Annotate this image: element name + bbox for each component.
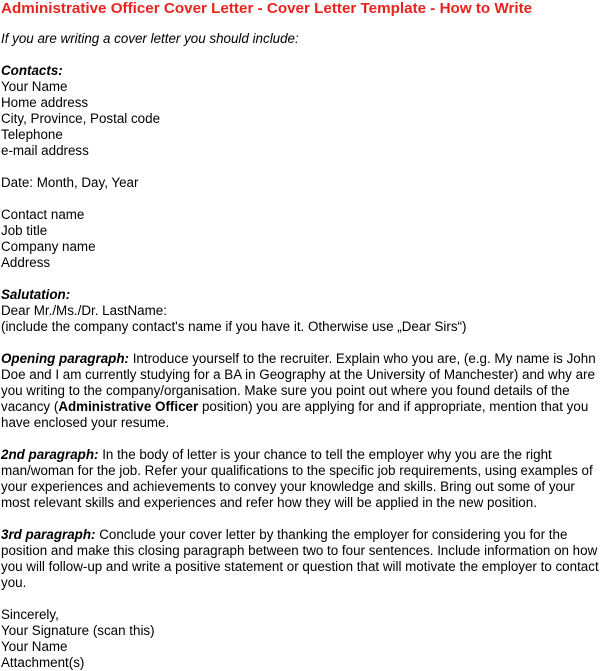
contacts-section — [1, 63, 600, 159]
opening-heading: Opening paragraph: — [1, 351, 129, 366]
third-text: Conclude your cover letter by thanking the employer for considering you for the position and make this closing paragraph between two to four sentences. Include information on how you will follow-up and write a positive statement or question that will motivate the employer to contact you. — [1, 527, 599, 590]
second-paragraph — [1, 447, 599, 511]
intro-text: If you are writing a cover letter you should include: — [1, 31, 299, 46]
opening-text-before: Introduce yourself to the recruiter. Explain who you are, (e.g. My name is John Doe and I am currently studying for a BA in Geography at the University of Manchester) and why are you writing to the company/organisation. Make sure you point out where you found details of the vacancy ( — [1, 351, 596, 414]
closing-line: Attachment(s) — [1, 655, 85, 670]
date-line: Date: Month, Day, Year — [1, 175, 139, 190]
second-heading: 2nd paragraph: — [1, 447, 99, 462]
opening-text-after: position) you are applying for and if appropriate, mention that you have enclosed your resume. — [1, 399, 589, 430]
contacts-heading: Contacts: — [1, 63, 63, 78]
recipient-line: Contact name — [1, 207, 85, 222]
third-paragraph — [1, 527, 599, 591]
salutation-heading: Salutation: — [1, 287, 71, 302]
contact-line: Home address — [1, 95, 89, 110]
page-title: Administrative Officer Cover Letter - Cover Letter Template - How to Write — [1, 0, 533, 17]
closing-line: Your Signature (scan this) — [1, 623, 155, 638]
recipient-line: Job title — [1, 223, 48, 238]
recipient-line: Company name — [1, 239, 96, 254]
contact-line: Your Name — [1, 79, 68, 94]
recipient-line: Address — [1, 255, 51, 270]
contact-line: Telephone — [1, 127, 63, 142]
contact-line: City, Province, Postal code — [1, 111, 161, 126]
closing-line: Your Name — [1, 639, 68, 654]
closing-section — [1, 607, 600, 671]
salutation-note: (include the company contact's name if you have it. Otherwise use „Dear Sirs“) — [1, 319, 467, 334]
date-section — [1, 175, 600, 191]
second-text: In the body of letter is your chance to tell the employer why you are the right man/woman for the job. Refer your qualifications to the specific job requirements, using examples of your experiences and achievements to convey your knowledge and skills. Bring out some of your most relevant skills and experiences and refer how they will be applied in the new position. — [1, 447, 593, 510]
contact-line: e-mail address — [1, 143, 89, 158]
closing-line: Sincerely, — [1, 607, 59, 622]
recipient-section — [1, 207, 600, 271]
salutation-line: Dear Mr./Ms./Dr. LastName: — [1, 303, 167, 318]
opening-paragraph — [1, 351, 599, 431]
third-heading: 3rd paragraph: — [1, 527, 96, 542]
salutation-section — [1, 287, 600, 335]
position-title: Administrative Officer — [58, 399, 199, 414]
